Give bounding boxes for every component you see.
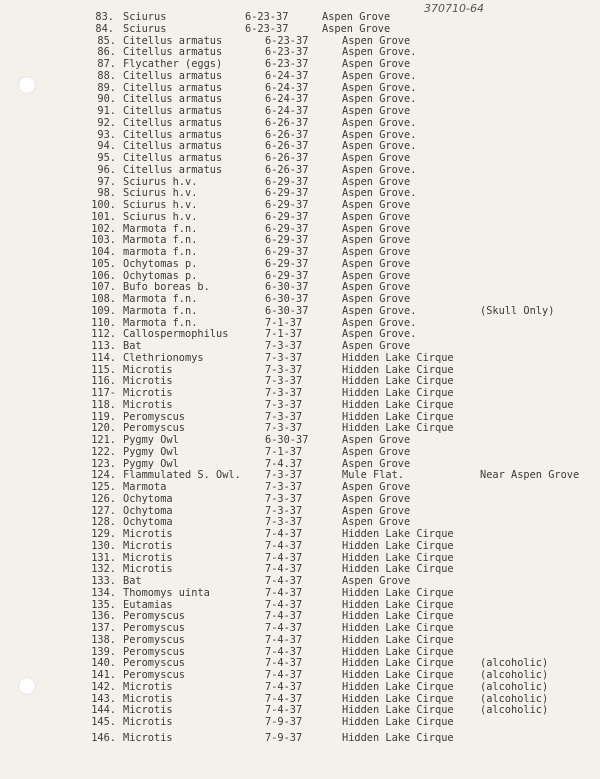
record-date: 6-26-37 (265, 128, 309, 141)
record-number: 110. (91, 316, 116, 329)
record-number: 137. (91, 622, 116, 634)
record-locality: Aspen Grove (342, 269, 411, 282)
record-date: 7-3-37 (265, 340, 303, 352)
record-species: Callospermophilus (123, 328, 229, 341)
record-number: 101. (91, 210, 116, 223)
record-number: 129. (91, 528, 116, 540)
record-species: Peromyscus (123, 622, 185, 634)
record-species: Microtis (123, 398, 173, 411)
record-locality: Aspen Grove. (342, 81, 417, 94)
record-locality: Aspen Grove (342, 58, 411, 70)
record-number: 146. (91, 731, 116, 744)
record-date: 7-4-37 (265, 633, 303, 646)
record-row (0, 541, 600, 553)
record-species: Citellus armatus (123, 163, 223, 176)
record-locality: Aspen Grove (322, 11, 391, 23)
record-locality: Hidden Lake Cirque (342, 657, 454, 670)
record-date: 7-9-37 (265, 716, 303, 728)
record-number: 121. (91, 434, 116, 446)
record-species: Citellus armatus (123, 128, 223, 141)
record-date: 7-3-37 (265, 387, 303, 399)
record-row (0, 435, 600, 447)
record-note: (alcoholic) (480, 657, 549, 670)
record-species: Thomomys uinta (123, 586, 210, 599)
record-species: Bufo boreas b. (123, 281, 210, 294)
record-species: marmota f.n. (123, 246, 198, 258)
record-species: Bat (123, 340, 142, 352)
record-number: 120. (91, 422, 116, 435)
record-row (0, 623, 600, 635)
record-date: 6-30-37 (265, 434, 309, 446)
record-number: 109. (91, 304, 116, 317)
record-number: 123. (91, 457, 116, 470)
record-date: 6-26-37 (265, 163, 309, 176)
record-locality: Hidden Lake Cirque (342, 398, 454, 411)
record-species: Citellus armatus (123, 105, 223, 117)
record-species: Sciurus (123, 22, 167, 35)
record-species: Marmota f.n. (123, 304, 198, 317)
record-date: 7-4-37 (265, 598, 303, 611)
record-species: Microtis (123, 704, 173, 717)
record-species: Pygmy Owl (123, 445, 179, 458)
record-number: 103. (91, 234, 116, 247)
record-row (0, 12, 600, 24)
record-species: Marmota (123, 481, 167, 493)
record-date: 6-23-37 (245, 22, 289, 35)
record-date: 6-29-37 (265, 187, 309, 200)
record-date: 7-4.37 (265, 457, 303, 470)
record-species: Microtis (123, 551, 173, 564)
record-species: Marmota f.n. (123, 222, 198, 235)
record-date: 7-1-37 (265, 316, 303, 329)
record-number: 102. (91, 222, 116, 235)
record-locality: Hidden Lake Cirque (342, 551, 454, 564)
record-locality: Aspen Grove (342, 152, 411, 164)
record-number: 88. (97, 69, 116, 82)
record-species: Microtis (123, 387, 173, 399)
record-species: Peromyscus (123, 657, 185, 670)
record-date: 6-26-37 (265, 140, 309, 153)
record-date: 6-29-37 (265, 269, 309, 282)
record-locality: Hidden Lake Cirque (342, 563, 454, 576)
record-date: 7-3-37 (265, 492, 303, 505)
record-number: 122. (91, 445, 116, 458)
record-locality: Aspen Grove (342, 281, 411, 294)
record-species: Ochytoma (123, 504, 173, 517)
record-locality: Aspen Grove (342, 293, 411, 305)
record-number: 93. (97, 128, 116, 141)
record-locality: Hidden Lake Cirque (342, 731, 454, 744)
record-number: 134. (91, 586, 116, 599)
record-species: Microtis (123, 692, 173, 705)
record-number: 113. (91, 340, 116, 352)
record-row (0, 447, 600, 459)
record-locality: Aspen Grove (342, 257, 411, 270)
record-date: 7-3-37 (265, 398, 303, 411)
record-row (0, 717, 600, 729)
record-species: Citellus armatus (123, 69, 223, 82)
record-date: 6-29-37 (265, 175, 309, 188)
record-locality: Aspen Grove (342, 199, 411, 211)
record-row (0, 635, 600, 647)
record-number: 106. (91, 269, 116, 282)
record-locality: Aspen Grove. (342, 128, 417, 141)
record-species: Sciurus (123, 11, 167, 23)
record-number: 114. (91, 351, 116, 364)
record-date: 6-29-37 (265, 222, 309, 235)
record-species: Sciurus h.v. (123, 199, 198, 211)
record-locality: Aspen Grove. (342, 187, 417, 200)
record-date: 6-29-37 (265, 210, 309, 223)
record-locality: Hidden Lake Cirque (342, 669, 454, 681)
record-row (0, 247, 600, 259)
record-locality: Hidden Lake Cirque (342, 680, 454, 693)
record-row (0, 341, 600, 353)
record-note: (Skull Only) (480, 304, 555, 317)
record-locality: Hidden Lake Cirque (342, 387, 454, 399)
record-date: 6-24-37 (265, 81, 309, 94)
record-locality: Aspen Grove. (342, 69, 417, 82)
record-number: 124. (91, 469, 116, 482)
record-species: Pygmy Owl (123, 434, 179, 446)
record-date: 7-4-37 (265, 645, 303, 658)
record-species: Sciurus h.v. (123, 187, 198, 200)
record-number: 138. (91, 633, 116, 646)
record-species: Microtis (123, 731, 173, 744)
record-species: Peromyscus (123, 422, 185, 435)
record-row (0, 165, 600, 177)
record-row (0, 670, 600, 682)
record-date: 7-4-37 (265, 586, 303, 599)
record-locality: Aspen Grove (342, 246, 411, 258)
record-number: 100. (91, 199, 116, 211)
record-locality: Hidden Lake Cirque (342, 704, 454, 717)
record-locality: Aspen Grove (342, 492, 411, 505)
record-species: Peromyscus (123, 633, 185, 646)
record-locality: Hidden Lake Cirque (342, 633, 454, 646)
record-date: 6-26-37 (265, 116, 309, 129)
record-row (0, 106, 600, 118)
record-number: 142. (91, 680, 116, 693)
record-species: Marmota f.n. (123, 316, 198, 329)
record-species: Ochytomas p. (123, 269, 198, 282)
record-locality: Aspen Grove. (342, 140, 417, 153)
record-species: Ochytomas p. (123, 257, 198, 270)
record-number: 128. (91, 516, 116, 529)
record-number: 90. (97, 93, 116, 106)
record-date: 7-1-37 (265, 445, 303, 458)
record-date: 7-3-37 (265, 363, 303, 376)
record-number: 86. (97, 46, 116, 59)
record-species: Peromyscus (123, 669, 185, 681)
record-date: 6-29-37 (265, 234, 309, 247)
record-number: 85. (97, 34, 116, 47)
record-species: Microtis (123, 363, 173, 376)
record-date: 7-4-37 (265, 669, 303, 681)
record-date: 7-4-37 (265, 528, 303, 540)
record-species: Microtis (123, 539, 173, 552)
record-row (0, 306, 600, 318)
record-locality: Aspen Grove (342, 175, 411, 188)
record-date: 6-26-37 (265, 152, 309, 164)
record-number: 140. (91, 657, 116, 670)
record-species: Marmota f.n. (123, 293, 198, 305)
record-number: 126. (91, 492, 116, 505)
record-species: Citellus armatus (123, 116, 223, 129)
record-row (0, 388, 600, 400)
record-row (0, 588, 600, 600)
record-number: 105. (91, 257, 116, 270)
record-locality: Aspen Grove (342, 504, 411, 517)
record-row (0, 153, 600, 165)
record-species: Clethrionomys (123, 351, 204, 364)
record-date: 6-30-37 (265, 304, 309, 317)
record-locality: Hidden Lake Cirque (342, 351, 454, 364)
record-number: 97. (97, 175, 116, 188)
record-date: 7-1-37 (265, 328, 303, 341)
record-number: 133. (91, 575, 116, 587)
record-date: 7-3-37 (265, 351, 303, 364)
record-number: 145. (91, 716, 116, 728)
record-date: 6-24-37 (265, 69, 309, 82)
record-species: Bat (123, 575, 142, 587)
record-number: 127. (91, 504, 116, 517)
specimen-records (0, 12, 600, 745)
record-species: Marmota f.n. (123, 234, 198, 247)
record-species: Citellus armatus (123, 140, 223, 153)
record-date: 6-29-37 (265, 199, 309, 211)
record-species: Microtis (123, 680, 173, 693)
record-date: 7-4-37 (265, 539, 303, 552)
record-date: 7-3-37 (265, 516, 303, 529)
record-locality: Hidden Lake Cirque (342, 692, 454, 705)
record-number: 115. (91, 363, 116, 376)
record-date: 7-4-37 (265, 680, 303, 693)
record-species: Microtis (123, 375, 173, 388)
record-number: 132. (91, 563, 116, 576)
record-number: 95. (97, 152, 116, 164)
record-row (0, 294, 600, 306)
record-date: 7-4-37 (265, 610, 303, 623)
record-date: 6-24-37 (265, 105, 309, 117)
record-note: (alcoholic) (480, 692, 549, 705)
record-row (0, 24, 600, 36)
record-date: 6-24-37 (265, 93, 309, 106)
record-locality: Hidden Lake Cirque (342, 422, 454, 435)
record-date: 7-9-37 (265, 731, 303, 744)
record-locality: Aspen Grove. (342, 304, 417, 317)
record-row (0, 71, 600, 83)
record-number: 104. (91, 246, 116, 258)
record-row (0, 118, 600, 130)
record-number: 144. (91, 704, 116, 717)
record-species: Microtis (123, 716, 173, 728)
record-locality: Hidden Lake Cirque (342, 716, 454, 728)
record-species: Citellus armatus (123, 93, 223, 106)
record-locality: Hidden Lake Cirque (342, 528, 454, 540)
record-row (0, 733, 600, 745)
record-number: 112. (91, 328, 116, 341)
record-species: Sciurus h.v. (123, 175, 198, 188)
record-locality: Hidden Lake Cirque (342, 363, 454, 376)
record-locality: Hidden Lake Cirque (342, 586, 454, 599)
record-date: 6-30-37 (265, 293, 309, 305)
record-locality: Aspen Grove. (342, 328, 417, 341)
record-locality: Hidden Lake Cirque (342, 622, 454, 634)
record-locality: Aspen Grove (342, 34, 411, 47)
record-number: 94. (97, 140, 116, 153)
record-species: Sciurus h.v. (123, 210, 198, 223)
record-row (0, 400, 600, 412)
record-date: 7-4-37 (265, 704, 303, 717)
record-locality: Mule Flat. (342, 469, 404, 482)
record-species: Citellus armatus (123, 34, 223, 47)
record-species: Eutamias (123, 598, 173, 611)
record-locality: Aspen Grove (342, 481, 411, 493)
record-locality: Aspen Grove. (342, 316, 417, 329)
record-locality: Hidden Lake Cirque (342, 410, 454, 423)
record-date: 6-23-37 (265, 58, 309, 70)
record-row (0, 259, 600, 271)
record-number: 135. (91, 598, 116, 611)
record-number: 118. (91, 398, 116, 411)
record-locality: Aspen Grove (342, 457, 411, 470)
record-number: 98. (97, 187, 116, 200)
record-date: 7-3-37 (265, 469, 303, 482)
record-number: 91. (97, 105, 116, 117)
document-id: 370710-64 (424, 2, 484, 15)
record-species: Ochytoma (123, 516, 173, 529)
record-species: Peromyscus (123, 645, 185, 658)
record-number: 116. (91, 375, 116, 388)
record-number: 108. (91, 293, 116, 305)
record-row (0, 353, 600, 365)
record-date: 7-3-37 (265, 504, 303, 517)
record-date: 6-30-37 (265, 281, 309, 294)
record-number: 89. (97, 81, 116, 94)
record-locality: Hidden Lake Cirque (342, 645, 454, 658)
record-number: 141. (91, 669, 116, 681)
record-number: 117- (91, 387, 116, 399)
record-note: (alcoholic) (480, 680, 549, 693)
record-row (0, 212, 600, 224)
record-date: 7-4-37 (265, 551, 303, 564)
record-locality: Aspen Grove (342, 105, 411, 117)
record-row (0, 200, 600, 212)
record-number: 136. (91, 610, 116, 623)
record-locality: Aspen Grove (342, 234, 411, 247)
record-date: 7-3-37 (265, 410, 303, 423)
record-date: 7-4-37 (265, 563, 303, 576)
record-number: 119. (91, 410, 116, 423)
record-locality: Hidden Lake Cirque (342, 610, 454, 623)
record-species: Peromyscus (123, 410, 185, 423)
record-locality: Aspen Grove. (342, 46, 417, 59)
record-row (0, 59, 600, 71)
record-date: 6-29-37 (265, 257, 309, 270)
record-number: 130. (91, 539, 116, 552)
record-locality: Aspen Grove (342, 575, 411, 587)
record-date: 7-4-37 (265, 575, 303, 587)
record-species: Peromyscus (123, 610, 185, 623)
record-date: 7-4-37 (265, 657, 303, 670)
record-locality: Aspen Grove. (342, 93, 417, 106)
record-locality: Aspen Grove (322, 22, 391, 35)
record-note: Near Aspen Grove (480, 469, 580, 482)
record-date: 7-4-37 (265, 692, 303, 705)
record-date: 6-23-37 (265, 46, 309, 59)
record-row (0, 529, 600, 541)
record-locality: Aspen Grove. (342, 163, 417, 176)
record-species: Microtis (123, 528, 173, 540)
record-date: 7-3-37 (265, 481, 303, 493)
record-locality: Aspen Grove (342, 210, 411, 223)
record-locality: Aspen Grove (342, 222, 411, 235)
record-locality: Aspen Grove (342, 434, 411, 446)
record-locality: Hidden Lake Cirque (342, 375, 454, 388)
record-species: Citellus armatus (123, 81, 223, 94)
record-number: 84. (95, 22, 114, 35)
record-species: Citellus armatus (123, 46, 223, 59)
record-date: 7-3-37 (265, 422, 303, 435)
record-species: Ochytoma (123, 492, 173, 505)
record-locality: Aspen Grove. (342, 116, 417, 129)
record-date: 7-4-37 (265, 622, 303, 634)
record-species: Flammulated S. Owl. (123, 469, 241, 482)
record-species: Citellus armatus (123, 152, 223, 164)
record-locality: Hidden Lake Cirque (342, 598, 454, 611)
record-date: 7-3-37 (265, 375, 303, 388)
record-number: 143. (91, 692, 116, 705)
record-species: Microtis (123, 563, 173, 576)
record-number: 92. (97, 116, 116, 129)
record-date: 6-23-37 (245, 11, 289, 23)
record-species: Pygmy Owl (123, 457, 179, 470)
record-row (0, 482, 600, 494)
record-number: 96. (97, 163, 116, 176)
record-date: 6-23-37 (265, 34, 309, 47)
record-note: (alcoholic) (480, 704, 549, 717)
record-date: 6-29-37 (265, 246, 309, 258)
record-locality: Aspen Grove (342, 445, 411, 458)
record-number: 125. (91, 481, 116, 493)
record-species: Flycather (eggs) (123, 58, 223, 70)
record-locality: Hidden Lake Cirque (342, 539, 454, 552)
record-number: 83. (95, 11, 114, 23)
record-number: 107. (91, 281, 116, 294)
record-number: 87. (97, 58, 116, 70)
record-number: 139. (91, 645, 116, 658)
record-row (0, 682, 600, 694)
record-locality: Aspen Grove (342, 340, 411, 352)
record-row (0, 494, 600, 506)
record-locality: Aspen Grove (342, 516, 411, 529)
record-number: 131. (91, 551, 116, 564)
record-note: (alcoholic) (480, 669, 549, 681)
record-row (0, 576, 600, 588)
